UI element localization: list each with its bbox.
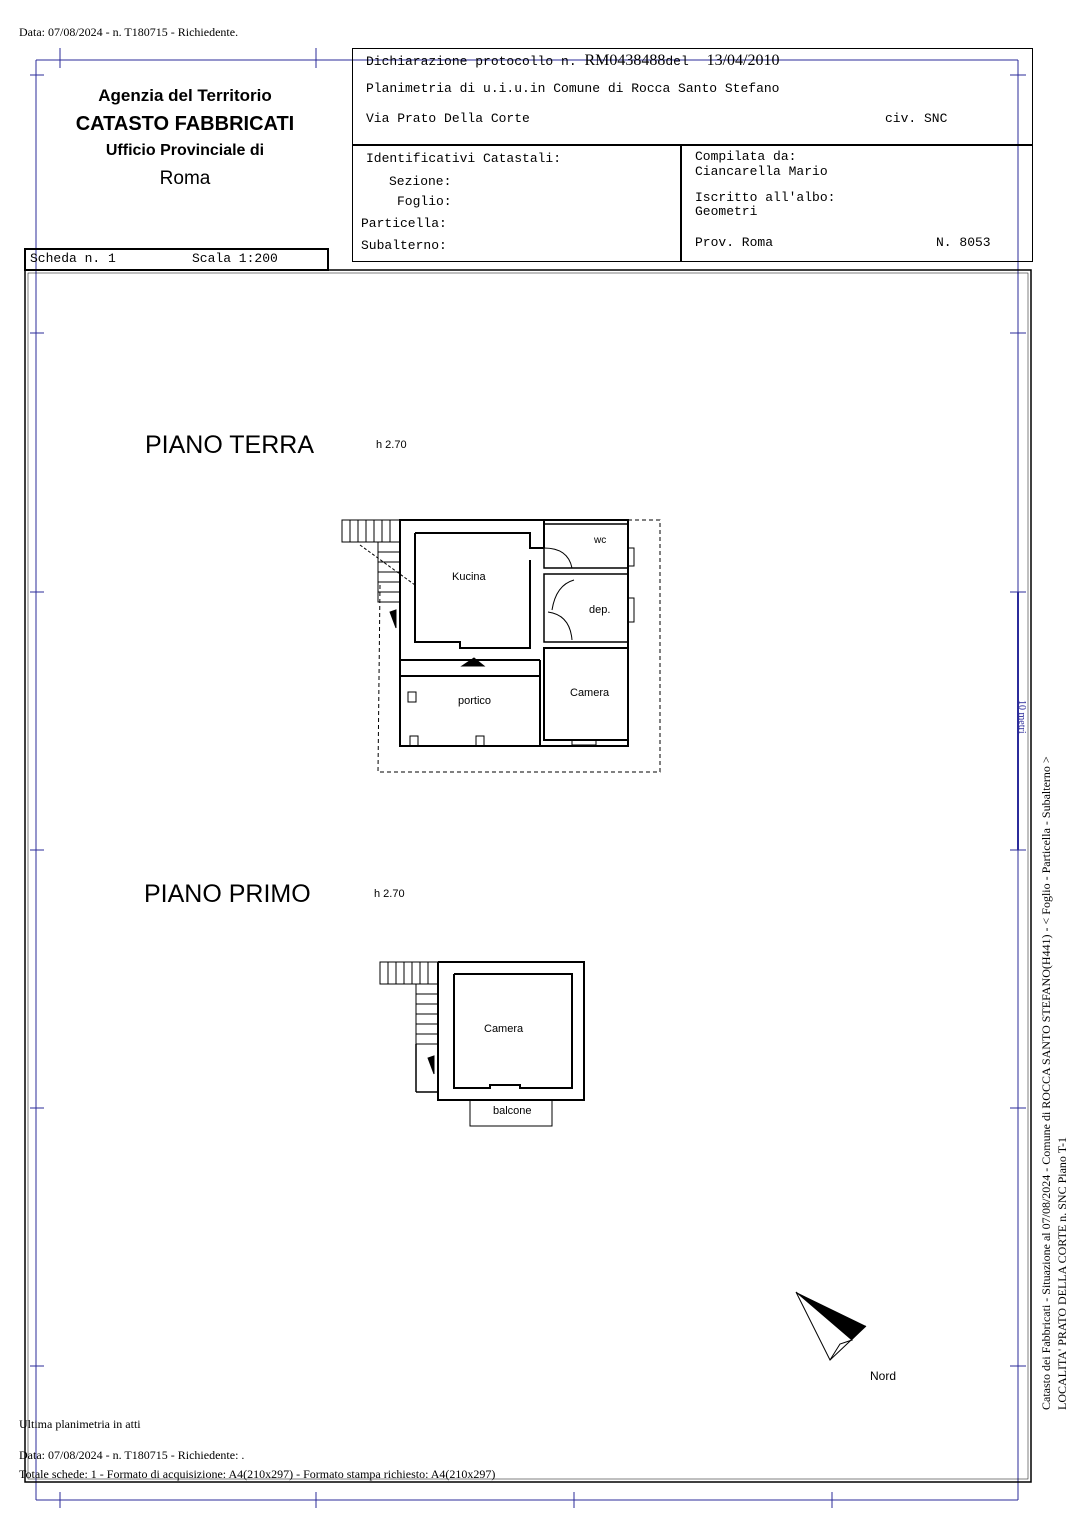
agency-office: Ufficio Provinciale di	[105, 142, 265, 159]
side-address-text: LOCALITA' PRATO DELLA CORTE n. SNC Piano T-1	[1055, 1137, 1069, 1410]
protocol-number: RM0438488	[584, 52, 666, 69]
north-label: Nord	[870, 1369, 897, 1383]
room-wc: wc	[594, 535, 607, 546]
registration-number: N. 8053	[936, 235, 991, 250]
room-portico: portico	[458, 695, 492, 707]
scheda-number: Scheda n. 1	[30, 251, 116, 266]
foglio-label: Foglio:	[397, 194, 452, 209]
room-camera-first: Camera	[484, 1023, 524, 1035]
room-camera-ground: Camera	[570, 687, 610, 699]
room-balcony: balcone	[493, 1105, 532, 1117]
compiler-name: Ciancarella Mario	[695, 164, 828, 179]
sezione-label: Sezione:	[389, 174, 452, 189]
plan-line: Planimetria di u.i.u.in Comune di Rocca Santo Stefano	[366, 81, 780, 96]
north-arrow-icon	[796, 1292, 866, 1360]
albo-label: Iscritto all'albo:	[695, 190, 836, 205]
first-floor-plan	[380, 962, 584, 1126]
agency-department: CATASTO FABBRICATI	[75, 113, 295, 135]
top-note: Data: 07/08/2024 - n. T180715 - Richiedente.	[19, 25, 239, 39]
province: Prov. Roma	[695, 235, 774, 250]
room-kitchen: Kucina	[452, 571, 486, 583]
floor-title-ground: PIANO TERRA	[145, 431, 315, 459]
floor-height-ground: h 2.70	[376, 439, 407, 451]
agency-name: Agenzia del Territorio	[98, 86, 272, 105]
floor-height-first: h 2.70	[374, 888, 405, 900]
protocol-label: Dichiarazione protocollo n.	[366, 54, 577, 69]
room-dep: dep.	[589, 604, 611, 616]
protocol-del: del	[665, 54, 689, 69]
agency-city: Roma	[159, 168, 211, 189]
protocol-date: 13/04/2010	[706, 52, 780, 69]
subalterno-label: Subalterno:	[361, 238, 447, 253]
footer-date: Data: 07/08/2024 - n. T180715 - Richiedente: .	[19, 1448, 245, 1462]
protocol-line	[366, 52, 779, 70]
compiler-label: Compilata da:	[695, 149, 797, 164]
footer-last-plan: Ultima planimetria in atti	[19, 1417, 141, 1431]
ground-floor-plan	[342, 520, 660, 772]
civic-number: civ. SNC	[885, 111, 948, 126]
side-situation-text: Catasto dei Fabbricati - Situazione al 07/08/2024 - Comune di ROCCA SANTO STEFANO(H441) - < Foglio - Particella - Subalterno >	[1039, 756, 1053, 1410]
floor-title-first: PIANO PRIMO	[144, 880, 311, 908]
scale-bar-label: 10 metri	[1016, 700, 1027, 734]
albo-value: Geometri	[695, 204, 758, 219]
identifiers-title: Identificativi Catastali:	[366, 151, 562, 166]
address: Via Prato Della Corte	[366, 111, 530, 126]
particella-label: Particella:	[361, 216, 447, 231]
footer-totals: Totale schede: 1 - Formato di acquisizione: A4(210x297) - Formato stampa richiesto: A4(210x297)	[19, 1467, 496, 1481]
scale: Scala 1:200	[192, 251, 278, 266]
